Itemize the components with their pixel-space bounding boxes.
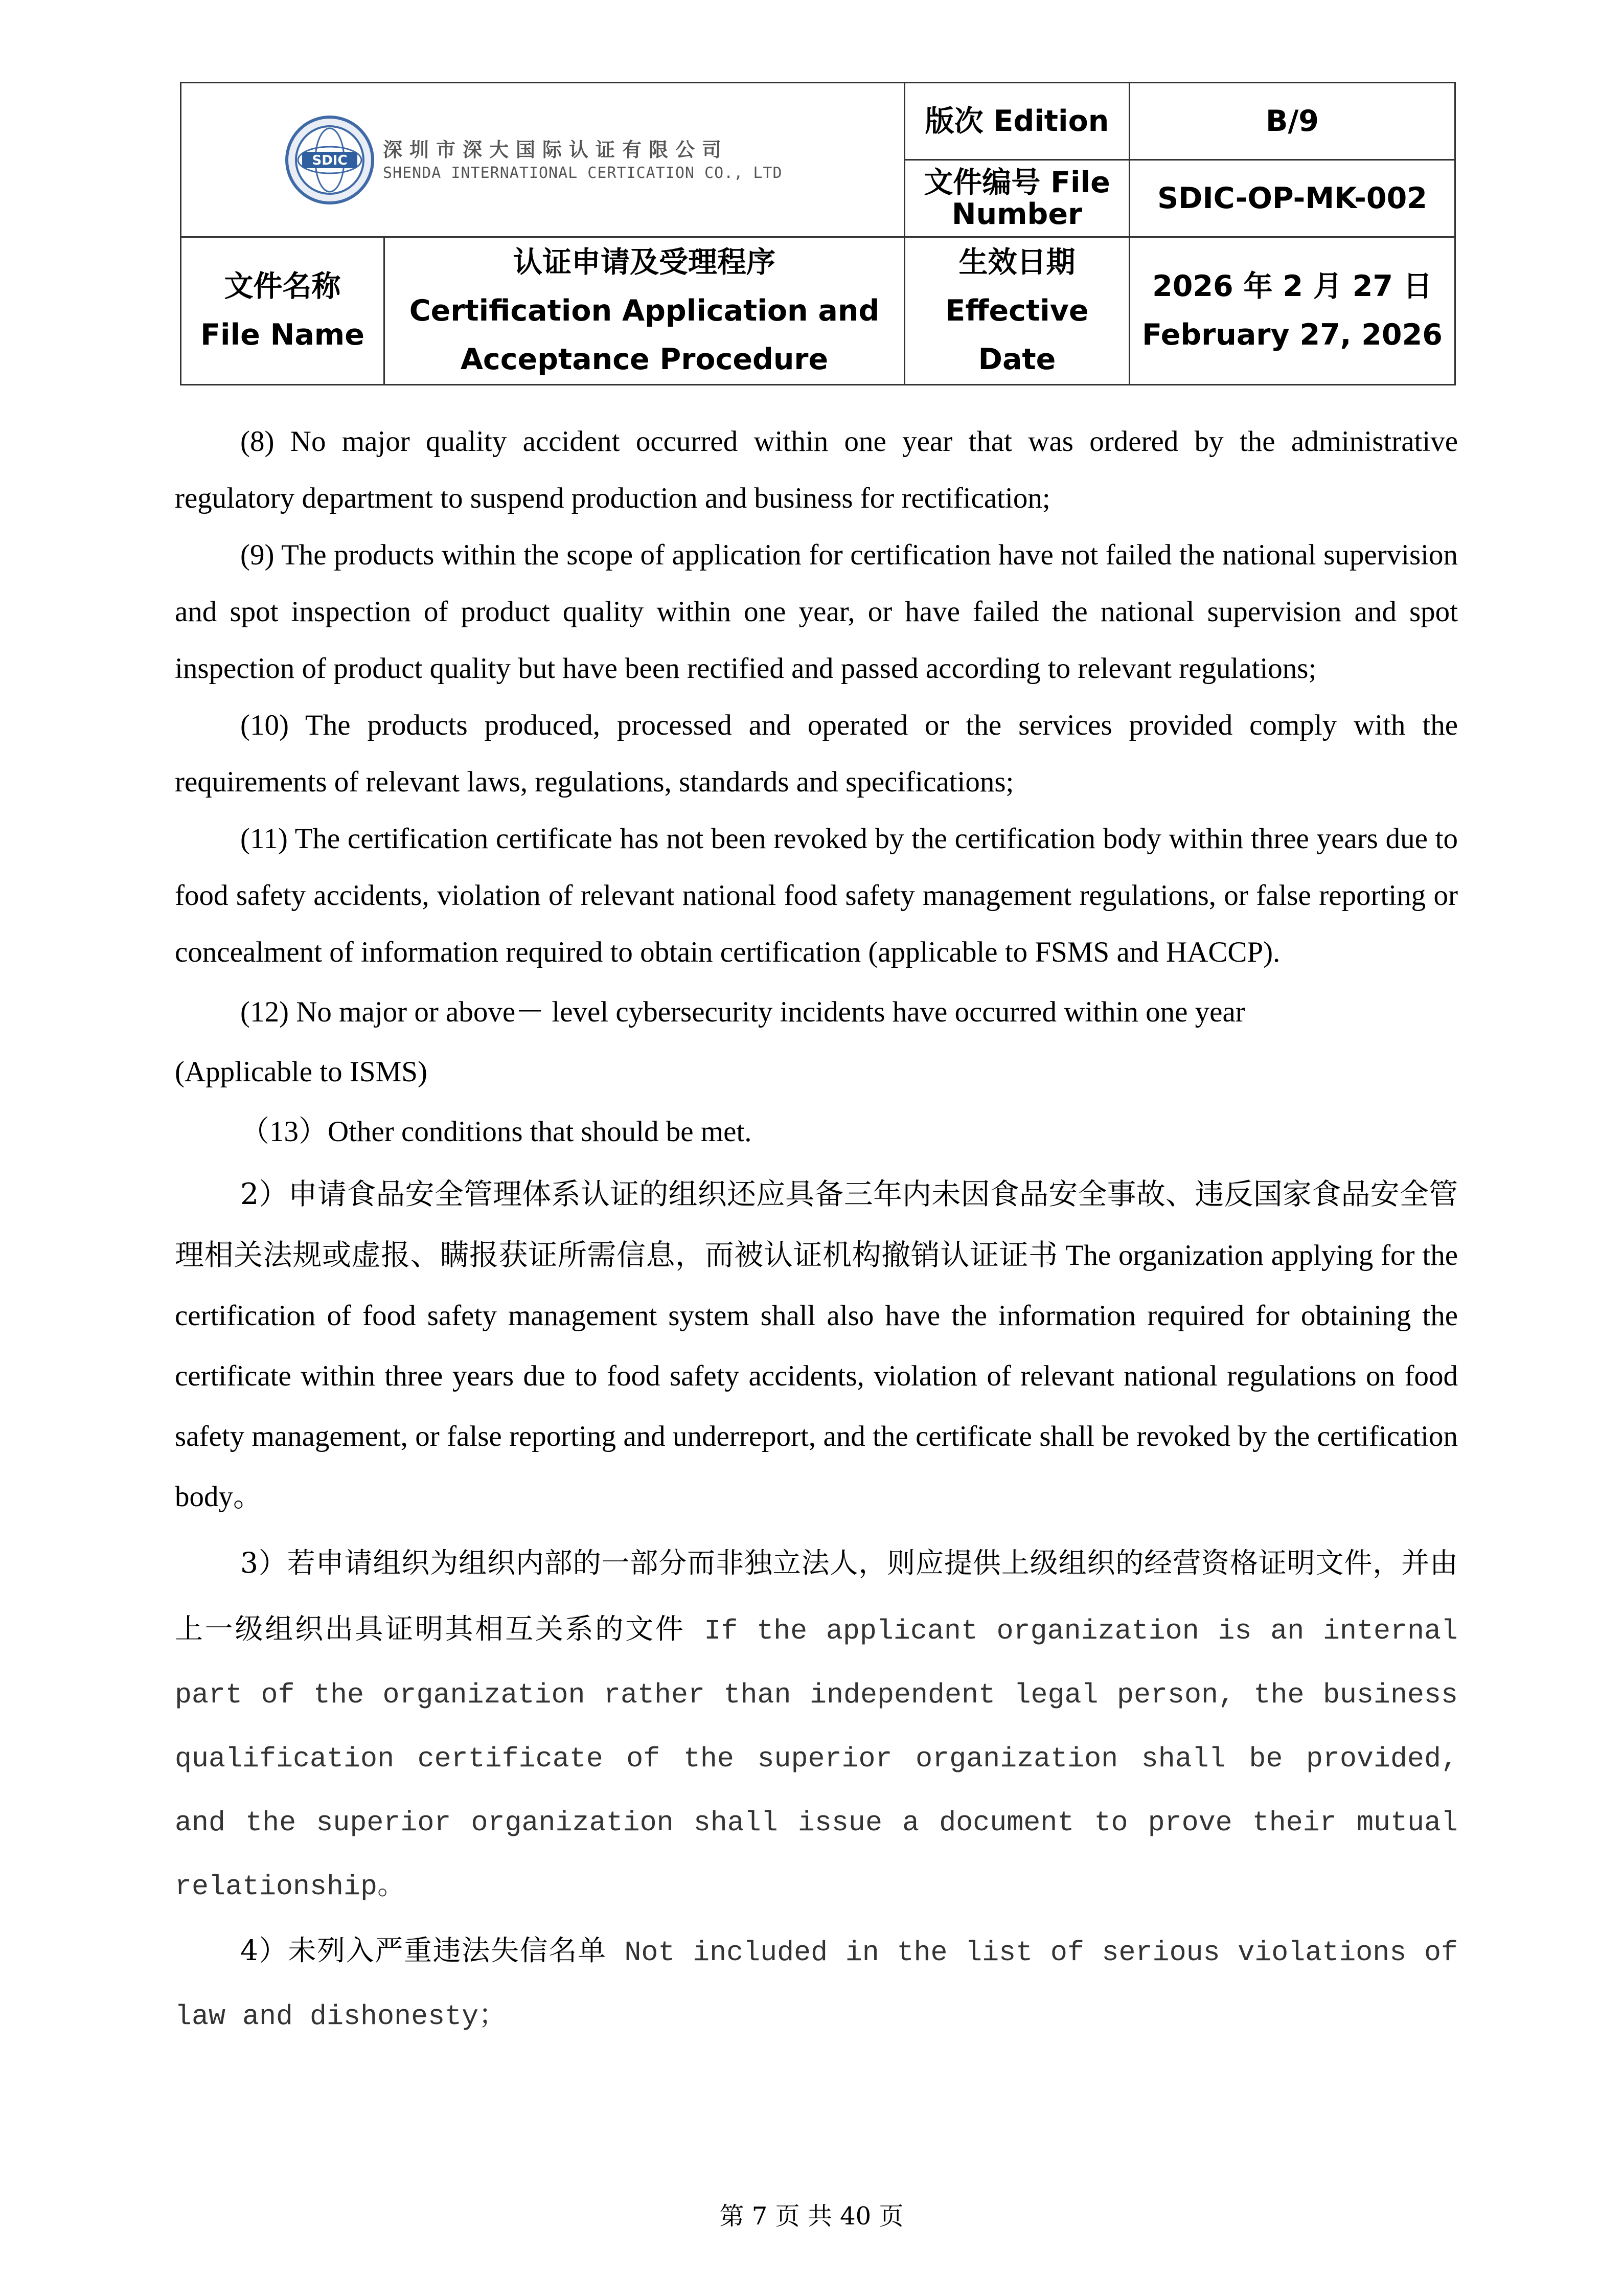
effective-date-cn: 2026 年 2 月 27 日	[1152, 269, 1432, 303]
company-name-en: SHENDA INTERNATIONAL CERTICATION CO., LTD	[383, 164, 783, 182]
file-number-value: SDIC-OP-MK-002	[1130, 160, 1455, 237]
document-body	[175, 413, 1458, 2049]
file-number-label-en: Number	[951, 197, 1083, 231]
paragraph-item-12-note: (Applicable to ISMS)	[175, 1056, 427, 1088]
effective-date-label	[905, 237, 1130, 385]
logo-text: SDIC	[312, 152, 348, 168]
file-name-value	[384, 237, 905, 385]
edition-label: 版次 Edition	[905, 83, 1130, 160]
file-number-label-cn: 文件编号 File	[924, 166, 1110, 199]
section-2-en-text: The organization applying for the certification of food safety management system shall also have the information required for obtaining the certificate within three years due to food safety accidents, violation of relevant national regulations on food safety management, or false reporting and underreport, and the certificate shall be revoked by the certification body。	[175, 1239, 1458, 1513]
file-name-en-line1: Certification Application and	[409, 293, 880, 328]
effective-label-en-line1: Effective	[945, 293, 1089, 328]
effective-date-value	[1130, 237, 1455, 385]
section-3-paragraph	[175, 1531, 1458, 1919]
company-name-cn: 深圳市深大国际认证有限公司	[383, 138, 729, 161]
edition-value: B/9	[1130, 83, 1455, 160]
section-3-cn-text: 3）若申请组织为组织内部的一部分而非独立法人，则应提供上级组织的经营资格证明文件，并由上一级组织出具证明其相互关系的文件	[175, 1547, 1458, 1645]
section-4-cn-text: 4）未列入严重违法失信名单	[240, 1934, 607, 1967]
section-2-paragraph	[175, 1164, 1458, 1527]
company-logo-cell	[181, 83, 905, 237]
paragraph-item-12: (12) No major or above－ level cybersecurity incidents have occurred within one year	[240, 996, 1245, 1028]
section-4-en-text: Not included in the list of serious violations of law and dishonesty；	[175, 1937, 1458, 2033]
file-name-label-en: File Name	[200, 318, 364, 352]
effective-label-en-line2: Date	[978, 342, 1056, 376]
paragraph-item-9: (9) The products within the scope of application for certification have not failed the national supervision and spot inspection of product quality within one year, or have failed the national supervision and spot inspection of product quality but have been rectified and passed according to relevant regulations;	[175, 539, 1458, 685]
section-4-paragraph	[175, 1919, 1458, 2049]
file-name-label-cn: 文件名称	[224, 269, 341, 303]
effective-date-en: February 27, 2026	[1142, 318, 1443, 352]
company-logo-icon	[284, 114, 376, 206]
file-name-label	[181, 237, 384, 385]
paragraph-item-13: （13）Other conditions that should be met.	[240, 1116, 752, 1148]
document-header-table	[180, 82, 1456, 385]
paragraph-item-10: (10) The products produced, processed and operated or the services provided comply with the requirements of relevant laws, regulations, standards and specifications;	[175, 709, 1458, 798]
paragraph-item-11: (11) The certification certificate has not been revoked by the certification body within three years due to food safety accidents, violation of relevant national food safety management regulations, or false reporting or concealment of information required to obtain certification (applicable to FSMS and HACCP).	[175, 823, 1458, 968]
file-number-label	[905, 160, 1130, 237]
effective-label-cn: 生效日期	[958, 245, 1076, 279]
paragraph-item-8: (8) No major quality accident occurred within one year that was ordered by the administrative regulatory department to suspend production and business for rectification;	[175, 425, 1458, 514]
section-2-cn-text: 2）申请食品安全管理体系认证的组织还应具备三年内未因食品安全事故、违反国家食品安全管理相关法规或虚报、瞒报获证所需信息，而被认证机构撤销认证证书	[175, 1177, 1458, 1272]
file-name-en-line2: Acceptance Procedure	[460, 342, 829, 376]
section-3-en-text: If the applicant organization is an internal part of the organization rather than independent legal person, the business qualification certificate of the superior organization shall be provided, and the superior organization shall issue a document to prove their mutual relationship。	[175, 1615, 1458, 1903]
file-name-cn: 认证申请及受理程序	[513, 245, 775, 279]
page-number-footer: 第 7 页 共 40 页	[719, 2202, 904, 2231]
